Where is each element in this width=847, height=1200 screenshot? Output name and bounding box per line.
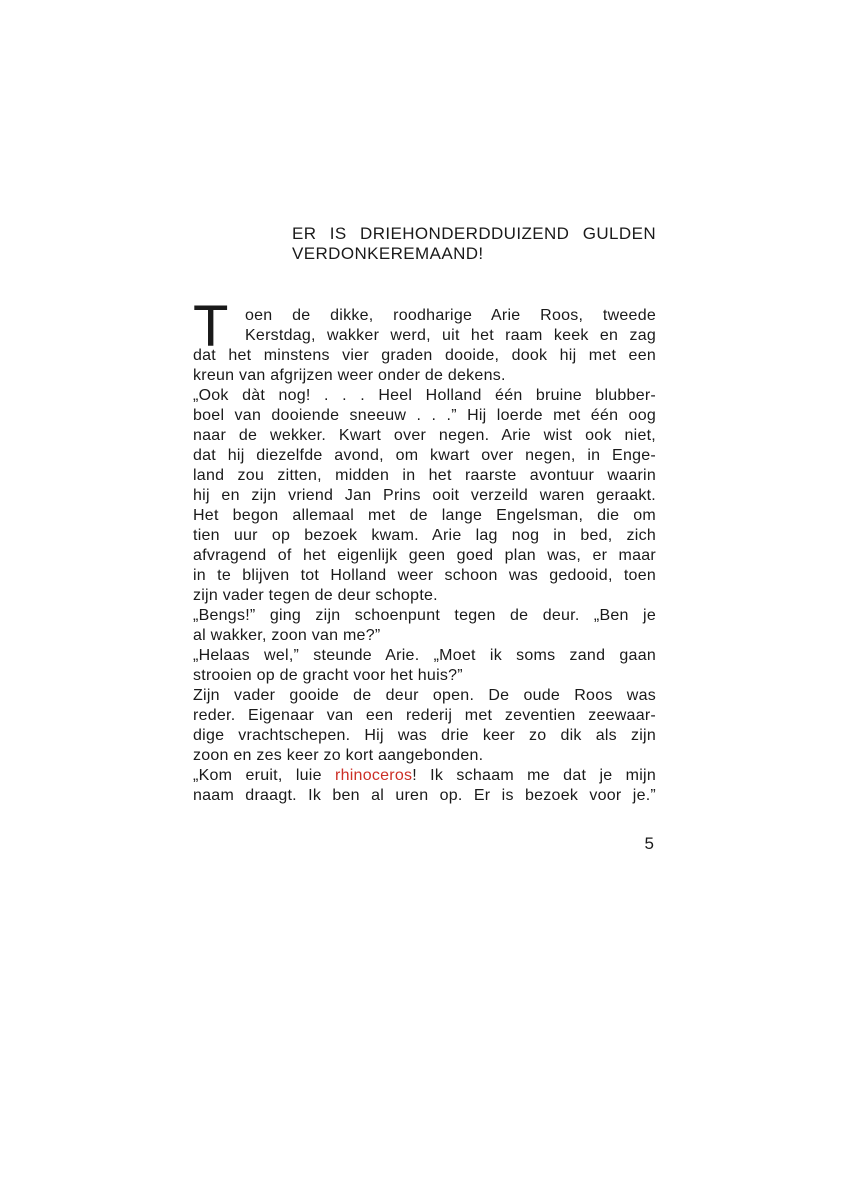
- text-segment: al wakker, zoon van me?”: [193, 627, 381, 644]
- text-line: [193, 406, 656, 426]
- text-segment: naam draagt. Ik ben al uren op. Er is bezoek voor je.”: [193, 787, 656, 804]
- text-segment: Zijn vader gooide de deur open. De oude Roos was: [193, 687, 656, 704]
- text-segment: „Helaas wel,” steunde Arie. „Moet ik soms zand gaan: [193, 647, 656, 664]
- text-line: [193, 306, 656, 326]
- title-line: ER IS DRIEHONDERDDUIZEND GULDEN: [292, 224, 656, 243]
- text-line: [193, 526, 656, 546]
- text-segment: „Bengs!” ging zijn schoenpunt tegen de deur. „Ben je: [193, 607, 656, 624]
- text-segment: boel van dooiende sneeuw . . .” Hij loerde met één oog: [193, 407, 656, 424]
- text-line: [193, 366, 656, 386]
- text-segment: naar de wekker. Kwart over negen. Arie wist ook niet,: [193, 427, 656, 444]
- text-line: [193, 686, 656, 706]
- text-line: [193, 646, 656, 666]
- text-line: [193, 746, 656, 766]
- page-content: [193, 224, 656, 854]
- text-line: [193, 426, 656, 446]
- text-line: [193, 566, 656, 586]
- text-line: [193, 446, 656, 466]
- text-line: [193, 346, 656, 366]
- drop-cap: T: [193, 294, 229, 359]
- text-line: [193, 386, 656, 406]
- body-lines: [193, 294, 657, 806]
- chapter-title: [292, 224, 656, 264]
- page-number: 5: [644, 834, 654, 853]
- text-line: [193, 786, 656, 806]
- text-line: [193, 626, 656, 646]
- text-segment: dat het minstens vier graden dooide, dook hij met een: [193, 347, 656, 364]
- text-segment: in te blijven tot Holland weer schoon was gedooid, toen: [193, 567, 656, 584]
- text-line: [193, 506, 656, 526]
- text-segment: afvragend of het eigenlijk geen goed plan was, er maar: [193, 547, 656, 564]
- text-segment: reder. Eigenaar van een rederij met zeventien zeewaar-: [193, 707, 656, 724]
- text-line: [193, 486, 656, 506]
- text-segment: „Ook dàt nog! . . . Heel Holland één bruine blubber-: [193, 387, 656, 404]
- text-segment: „Kom eruit, luie: [193, 767, 336, 784]
- text-line: [193, 466, 656, 486]
- text-line: [193, 666, 656, 686]
- text-segment: hij en zijn vriend Jan Prins ooit verzeild waren geraakt.: [193, 487, 656, 504]
- text-line: [193, 586, 656, 606]
- text-segment: oen de dikke, roodharige Arie Roos, tweede: [245, 307, 656, 324]
- text-segment: kreun van afgrijzen weer onder de dekens.: [193, 367, 506, 384]
- text-segment: dat hij diezelfde avond, om kwart over negen, in Enge-: [193, 447, 656, 464]
- text-segment: dige vrachtschepen. Hij was drie keer zo dik als zijn: [193, 727, 656, 744]
- text-line: [193, 606, 656, 626]
- body-text: [193, 294, 657, 806]
- text-line: [193, 326, 656, 346]
- text-segment: land zou zitten, midden in het raarste avontuur waarin: [193, 467, 656, 484]
- text-line: [193, 726, 656, 746]
- text-segment: ! Ik schaam me dat je mijn: [412, 767, 657, 784]
- text-line: [193, 706, 656, 726]
- text-segment: zoon en zes keer zo kort aangebonden.: [193, 747, 484, 764]
- title-line: VERDONKEREMAAND!: [292, 244, 484, 263]
- text-segment: Het begon allemaal met de lange Engelsman, die om: [193, 507, 656, 524]
- text-segment: zijn vader tegen de deur schopte.: [193, 587, 438, 604]
- highlighted-word: rhinoceros: [335, 767, 413, 784]
- text-line: [193, 766, 656, 786]
- text-segment: strooien op de gracht voor het huis?”: [193, 667, 463, 684]
- text-line: [193, 546, 656, 566]
- text-segment: Kerstdag, wakker werd, uit het raam keek en zag: [245, 327, 656, 344]
- text-segment: tien uur op bezoek kwam. Arie lag nog in bed, zich: [193, 527, 656, 544]
